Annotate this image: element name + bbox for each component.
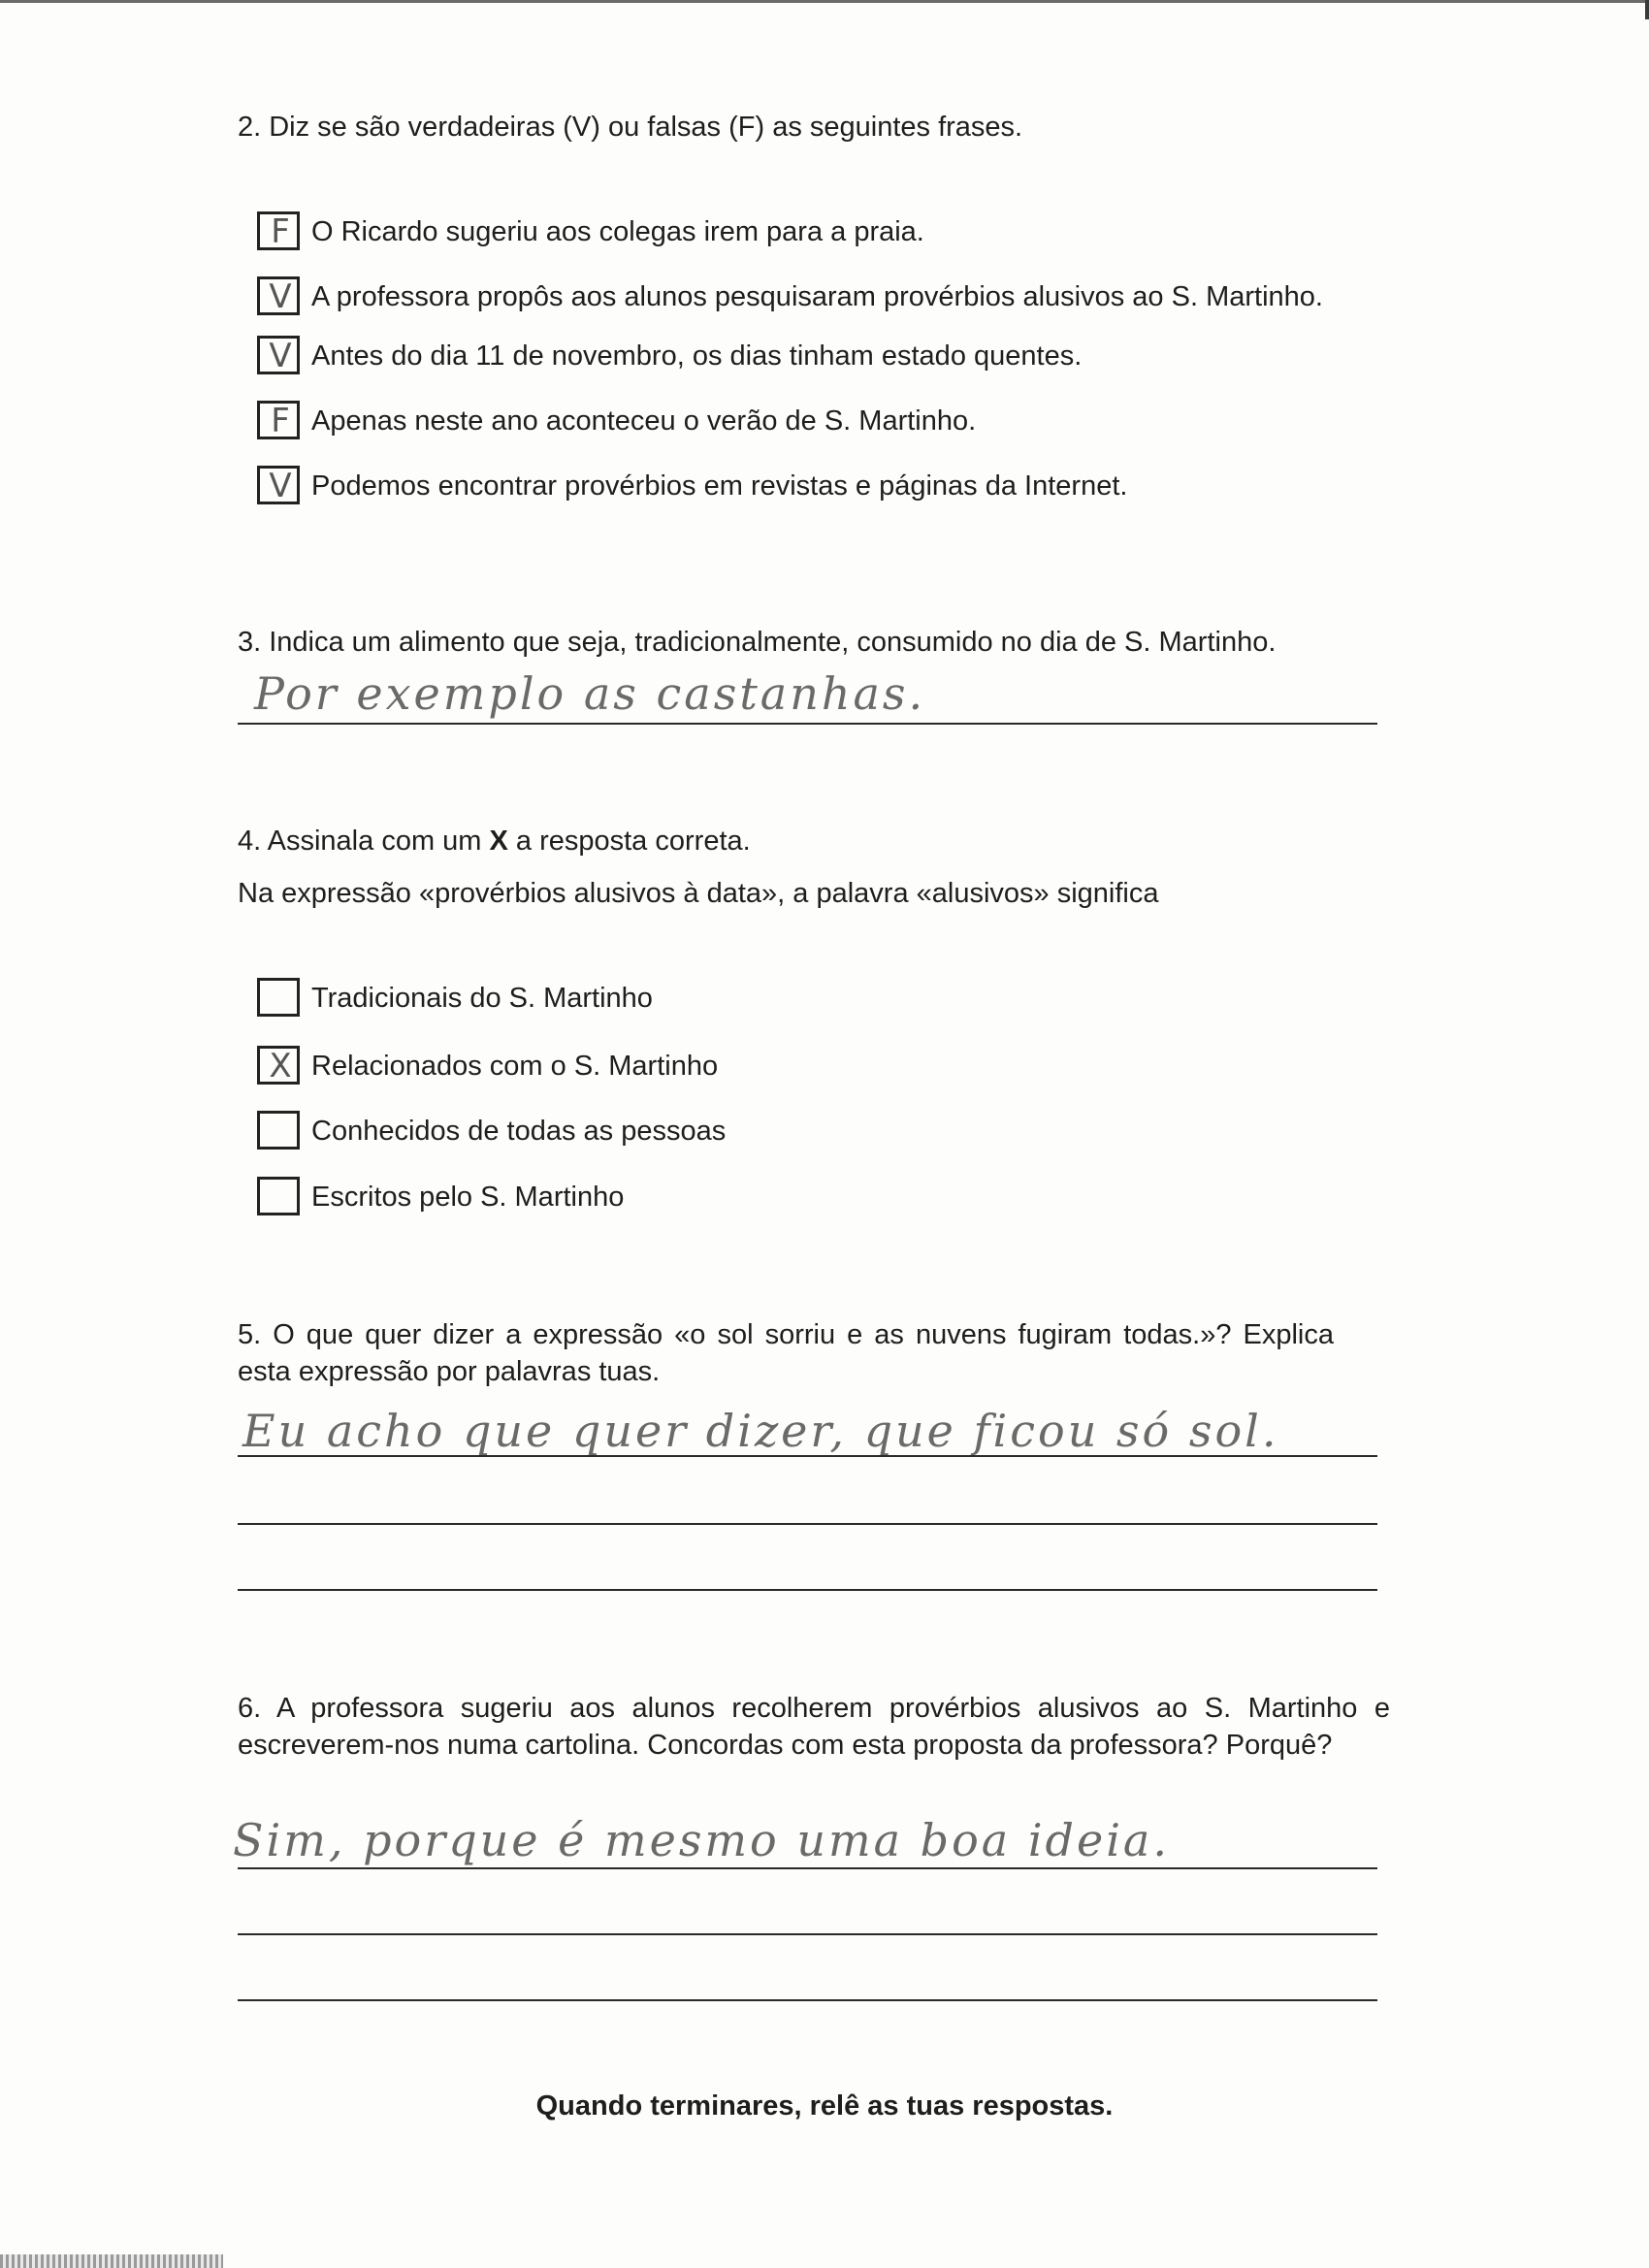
handwritten-answer: Eu acho que quer dizer, que ficou só sol. — [242, 1405, 1279, 1457]
question-4-subprompt: Na expressão «provérbios alusivos à data», a palavra «alusivos» significa — [238, 878, 1159, 909]
q4-option-text: Tradicionais do S. Martinho — [311, 983, 653, 1014]
answer-line — [238, 1455, 1377, 1457]
scan-edge — [0, 2254, 223, 2268]
answer-checkbox[interactable] — [257, 1111, 300, 1150]
q2-item-text: Antes do dia 11 de novembro, os dias tinham estado quentes. — [311, 340, 1083, 372]
answer-checkbox[interactable] — [257, 211, 300, 250]
answer-checkbox[interactable] — [257, 1177, 300, 1215]
handwritten-answer: Sim, porque é mesmo uma boa ideia. — [233, 1814, 1170, 1866]
q2-item-text: A professora propôs aos alunos pesquisaram provérbios alusivos ao S. Martinho. — [311, 281, 1323, 312]
answer-checkbox[interactable] — [257, 336, 300, 374]
q2-item-text: Apenas neste ano aconteceu o verão de S. Martinho. — [311, 405, 977, 437]
answer-line — [238, 1589, 1377, 1591]
handwritten-mark: F — [271, 212, 290, 251]
question-4-prompt — [238, 823, 751, 859]
closing-instruction: Quando terminares, relê as tuas respostas. — [535, 2090, 1114, 2122]
answer-line — [238, 1867, 1377, 1869]
handwritten-mark: F — [271, 402, 290, 440]
q4-prompt-end: a resposta correta. — [507, 826, 751, 857]
scan-edge — [1645, 0, 1649, 19]
question-3-prompt: 3. Indica um alimento que seja, tradicionalmente, consumido no dia de S. Martinho. — [238, 627, 1277, 658]
q4-prompt-x: X — [489, 826, 508, 857]
answer-line — [238, 1999, 1377, 2001]
q4-option-text: Conhecidos de todas as pessoas — [311, 1116, 727, 1147]
q4-option-text: Relacionados com o S. Martinho — [311, 1051, 719, 1082]
answer-checkbox[interactable] — [257, 401, 300, 439]
question-2-prompt: 2. Diz se são verdadeiras (V) ou falsas (F) as seguintes frases. — [238, 112, 1023, 143]
q2-item-text: Podemos encontrar provérbios em revistas e páginas da Internet. — [311, 470, 1128, 502]
answer-checkbox[interactable] — [257, 1046, 300, 1085]
handwritten-mark: V — [269, 467, 292, 505]
answer-checkbox[interactable] — [257, 276, 300, 315]
answer-line — [238, 1523, 1377, 1525]
question-6-prompt: 6. A professora sugeriu aos alunos recolherem provérbios alusivos ao S. Martinho e escreverem-nos numa cartolina. Concordas com esta proposta da professora? Porquê? — [238, 1693, 1390, 1761]
question-5-prompt: 5. O que quer dizer a expressão «o sol sorriu e as nuvens fugiram todas.»? Explica esta expressão por palavras tuas. — [238, 1319, 1334, 1387]
answer-checkbox[interactable] — [257, 978, 300, 1017]
q4-option-text: Escritos pelo S. Martinho — [311, 1182, 625, 1213]
q4-prompt-start: 4. Assinala com um — [238, 826, 490, 857]
handwritten-mark: V — [269, 277, 292, 316]
answer-line — [238, 1933, 1377, 1935]
handwritten-answer: Por exemplo as castanhas. — [254, 667, 926, 720]
handwritten-mark: X — [269, 1047, 292, 1085]
handwritten-mark: V — [269, 337, 292, 375]
answer-line — [238, 723, 1377, 725]
q2-item-text: O Ricardo sugeriu aos colegas irem para a praia. — [311, 216, 924, 247]
answer-checkbox[interactable] — [257, 466, 300, 504]
scan-edge — [0, 0, 1649, 3]
